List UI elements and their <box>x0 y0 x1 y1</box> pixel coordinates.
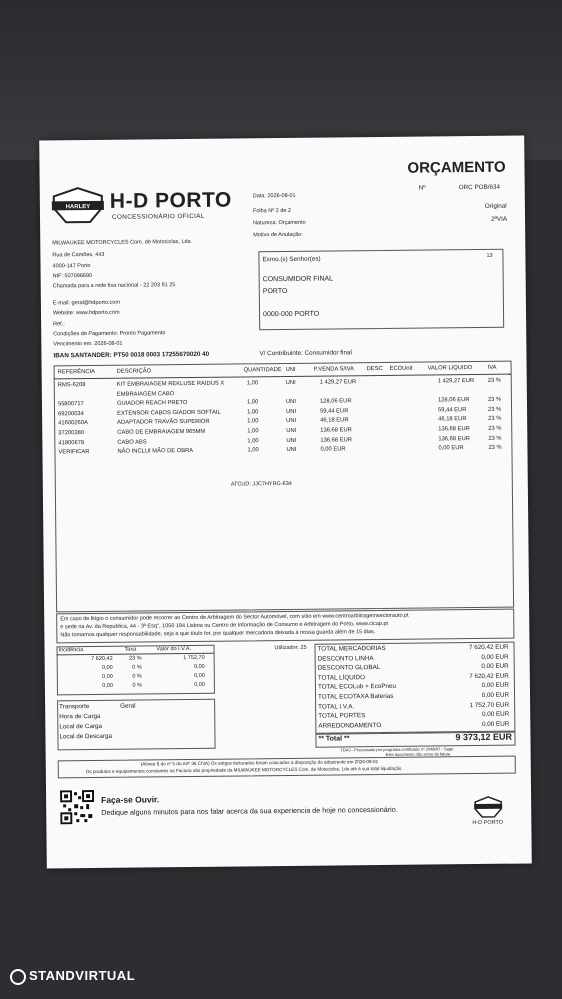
item-price: 136,68 EUR <box>320 436 352 444</box>
item-vat: 23 % <box>487 377 501 384</box>
client-postcode: 0000-000 PORTO <box>263 310 320 319</box>
doc-title: ORÇAMENTO <box>407 158 506 177</box>
svg-text:HARLEY: HARLEY <box>65 204 91 211</box>
client-number: 13 <box>486 252 493 259</box>
load-place-label: Local de Carga <box>59 722 103 731</box>
item-qty: 1,00 <box>247 437 259 444</box>
item-price: 0,00 EUR <box>320 446 346 453</box>
item-qty: 1,00 <box>246 399 259 406</box>
item-desc: GUIADOR REACH PRETO <box>116 400 188 407</box>
grand-total-label: ** Total ** <box>318 735 350 743</box>
item-desc: NÃO INCLUI MÃO DE OBRA <box>117 448 194 455</box>
total-value: 7 620,42 EUR <box>469 672 509 680</box>
col-price-header: P.VENDA S/IVA <box>313 366 355 373</box>
feedback-text: Dedique alguns minutos para nos falar acerca da sua experiencia de hoje no concessionário. <box>101 804 398 817</box>
vat-base: 7 620,42 <box>91 655 113 663</box>
vat-col-value: Valor do I.V.A. <box>156 645 192 653</box>
via-label: 2ªVIA <box>491 215 508 223</box>
company-address-2: 4000-147 Porto <box>52 263 91 270</box>
transport-value: Geral <box>120 702 136 710</box>
item-net: 1 429,27 EUR <box>437 378 475 385</box>
item-price: 136,68 EUR <box>320 427 352 434</box>
vat-rate: 0 % <box>132 673 142 680</box>
item-net: 128,06 EUR <box>437 397 470 404</box>
company-website: Website: www.hdporto.com <box>52 309 120 317</box>
client-name: CONSUMIDOR FINAL <box>262 275 334 284</box>
item-price: 1 429,27 EUR <box>319 379 357 386</box>
total-label: TOTAL LÍQUIDO <box>317 673 366 682</box>
item-vat: 23 % <box>488 425 502 432</box>
col-ref-header: REFERÊNCIA <box>57 368 96 376</box>
item-net: 136,68 EUR <box>438 435 470 442</box>
total-label: TOTAL ECOLub + EcoPneu <box>317 683 397 692</box>
col-disc-header: DESC <box>366 365 383 373</box>
item-ref: 41800678 <box>58 439 85 446</box>
vat-rate: 0 % <box>132 664 142 671</box>
harley-footer-logo <box>473 796 503 818</box>
item-ref: 41600260A <box>58 420 88 427</box>
total-label: DESCONTO LINHA <box>317 654 374 663</box>
qr-code-icon[interactable] <box>60 790 94 824</box>
cancel-reason: Motivo de Anulação: <box>253 231 303 239</box>
company-phone: Chamada para a rede fixa nacional - 22 203 91 25 <box>52 282 176 290</box>
item-qty: 1,00 <box>247 447 259 454</box>
company-email: E-mail: geral@hdporto.com <box>52 299 120 307</box>
legal-line-2: e sede na Av. da Republica, 44 - 3º Esq°, 1050 194 Lisboa ou Centro de Informação de Consumo e Arbitragem do Porto, www.cicap.pt <box>60 620 389 631</box>
item-uni: UNI <box>285 379 296 386</box>
vat-col-base: Incidência <box>58 647 84 654</box>
payment-conditions: Condições de Pagamento: Pronto Pagamento <box>53 330 166 338</box>
total-label: ARREDONDAMENTO <box>318 721 382 730</box>
item-desc: ADAPTADOR TRAVÃO SUPERIOR <box>117 419 210 427</box>
item-net: 46,18 EUR <box>438 416 467 423</box>
total-label: DESCONTO GLOBAL <box>317 664 381 672</box>
item-desc: EMBRAIAGEM CABO <box>116 390 175 398</box>
grand-total-value: 9 373,12 EUR <box>455 731 513 743</box>
vat-value: 0,00 <box>194 672 205 679</box>
item-uni: UNI <box>286 418 297 425</box>
brand-name: H-D PORTO <box>109 188 232 213</box>
company-address-1: Rua de Camões, 443 <box>52 251 105 259</box>
total-value: 0,00 EUR <box>481 720 510 728</box>
reference: Ref.: <box>53 321 65 328</box>
due-date: Vencimento em: 2026-08-01 <box>53 340 123 348</box>
transport-label: Transporte <box>59 703 90 711</box>
ownership-note: Os produtos e equipamentos constantes na Factura são propriedade da MILWAUKEE MOTORCYCLES Com. de Motociclas, Lda até à sua total liquidação. <box>85 765 403 775</box>
feedback-title: Faça-se Ouvir. <box>101 794 160 805</box>
col-net-header: VALOR LIQUIDO <box>427 365 473 372</box>
iban: IBAN SANTANDER: PT50 0018 0003 17255670020 40 <box>53 350 210 360</box>
doc-date: Data: 2026-08-01 <box>252 192 296 200</box>
item-price: 59,44 EUR <box>320 408 349 415</box>
item-uni: UNI <box>286 437 297 444</box>
legal-line-1: Em caso de litígio o consumidor pode recorrer ao Centro de Arbitragem do Sector Automóvel, com sítio em www.centroarbitragemsectorauto.pt <box>60 612 409 623</box>
item-vat: 23 % <box>488 406 502 413</box>
total-label: TOTAL PORTES <box>318 712 366 720</box>
total-value: 0,00 EUR <box>481 710 510 719</box>
item-uni: UNI <box>285 399 296 406</box>
item-qty: 1,00 <box>247 418 259 425</box>
original-label: Original <box>484 202 507 210</box>
vat-base: 0,00 <box>101 664 113 671</box>
not-invoice-note: Este documento não serve de fatura <box>385 751 451 757</box>
item-ref: VERIFICAR <box>58 449 90 456</box>
item-qty: 1,00 <box>247 409 259 416</box>
total-value: 0,00 EUR <box>481 691 510 699</box>
client-greeting: Exmo.(s) Senhor(es) <box>262 255 321 264</box>
total-value: 0,00 EUR <box>481 662 509 671</box>
item-desc: KIT EMBRAIAGEM REKLUSE RAIDUS X <box>116 380 225 388</box>
sheet-number: Folha Nº 2 de 2 <box>252 207 292 215</box>
item-net: 0,00 EUR <box>438 445 464 452</box>
col-desc-header: DESCRIÇÃO <box>116 368 152 375</box>
item-desc: CABO ABS <box>117 439 147 446</box>
legal-line-3: Não tomamos qualquer responsabilidade, seja a que título for, por qualquer mercadoria deixada à nossa guarda além de 15 dias. <box>60 629 376 639</box>
total-label: TOTAL MERCADORIAS <box>317 644 386 653</box>
company-name: MILWAUKEE MOTORCYCLES Com. de Motociclas, Lda <box>52 238 191 247</box>
civa-note: (Alínea f) do nº 5 do Artº 36 CIVA) Os artigos facturados foram colocados à disposição do adquirente em 2026-08-01 <box>140 759 379 767</box>
item-qty: 1,00 <box>247 428 259 435</box>
software-note: TDAJ - Processado por programa certificado nº 2048/AT - Sage <box>340 746 454 753</box>
col-vat-header: IVA <box>487 364 497 371</box>
total-value: 7 620,42 EUR <box>468 643 509 652</box>
total-value: 1 752,70 EUR <box>469 701 510 709</box>
doc-nature: Natureza: Orçamento <box>253 219 306 227</box>
item-uni: UNI <box>286 427 297 434</box>
item-qty: 1,00 <box>246 380 259 387</box>
item-ref: RMS-6208 <box>57 382 86 389</box>
load-time-label: Hora de Carga <box>59 712 101 721</box>
vat-base: 0,00 <box>102 673 113 680</box>
item-price: 46,18 EUR <box>320 417 349 425</box>
item-ref: 55800717 <box>57 401 84 408</box>
item-vat: 23 % <box>488 416 502 423</box>
atcud: ATCUD: JJC7HYRG-634 <box>230 480 292 488</box>
col-uni-header: UNI <box>285 366 296 373</box>
item-desc: CABO DE EMBRAIAGEM 965MM <box>117 428 206 436</box>
vat-rate: 23 % <box>129 655 142 662</box>
footer-brand: H-D PORTO <box>472 819 504 827</box>
item-uni: UNI <box>286 447 297 454</box>
quote-document <box>39 135 532 868</box>
user-id: Utilizador: 25 <box>274 644 307 652</box>
item-vat: 23 % <box>487 396 502 404</box>
total-label: TOTAL I.V.A. <box>318 702 355 711</box>
item-ref: 37200380 <box>58 430 85 437</box>
watermark-text: STANDVIRTUAL <box>29 968 136 983</box>
item-net: 59,44 EUR <box>438 406 467 414</box>
harley-logo <box>50 186 106 227</box>
unload-place-label: Local de Descarga <box>59 732 112 741</box>
watermark <box>10 968 135 985</box>
vat-value: 0,00 <box>194 681 205 688</box>
brand-subtitle: CONCESSIONÁRIO OFICIAL <box>111 212 205 221</box>
vat-col-rate: Taxa <box>124 646 137 653</box>
item-net: 136,68 EUR <box>438 426 470 433</box>
item-desc: EXTENSOR CABOS GIADOR SOFTAIL <box>117 409 221 417</box>
col-eco-header: ECOUnit <box>389 365 413 372</box>
item-price: 128,06 EUR <box>319 398 352 405</box>
company-nif: NIF: 507096690 <box>52 273 93 280</box>
watermark-icon <box>10 969 26 985</box>
item-vat: 23 % <box>488 444 502 452</box>
doc-number-label: Nº <box>418 184 426 192</box>
client-vat: V/ Contribuinte: Consumidor final <box>259 349 352 358</box>
vat-value: 1 752,70 <box>183 654 205 662</box>
vat-rate: 0 % <box>132 682 142 689</box>
total-value: 0,00 EUR <box>481 682 509 690</box>
item-uni: UNI <box>286 408 297 415</box>
vat-value: 0,00 <box>193 663 205 670</box>
col-qty-header: QUANTIDADE <box>243 367 282 374</box>
total-label: TOTAL ECOTAXA Baterias <box>318 692 394 701</box>
client-city: PORTO <box>262 287 288 296</box>
item-ref: 69200034 <box>58 410 84 418</box>
vat-base: 0,00 <box>102 682 113 689</box>
doc-number: ORC POB/634 <box>458 183 501 192</box>
total-value: 0,00 EUR <box>481 653 509 661</box>
item-vat: 23 % <box>488 435 502 442</box>
